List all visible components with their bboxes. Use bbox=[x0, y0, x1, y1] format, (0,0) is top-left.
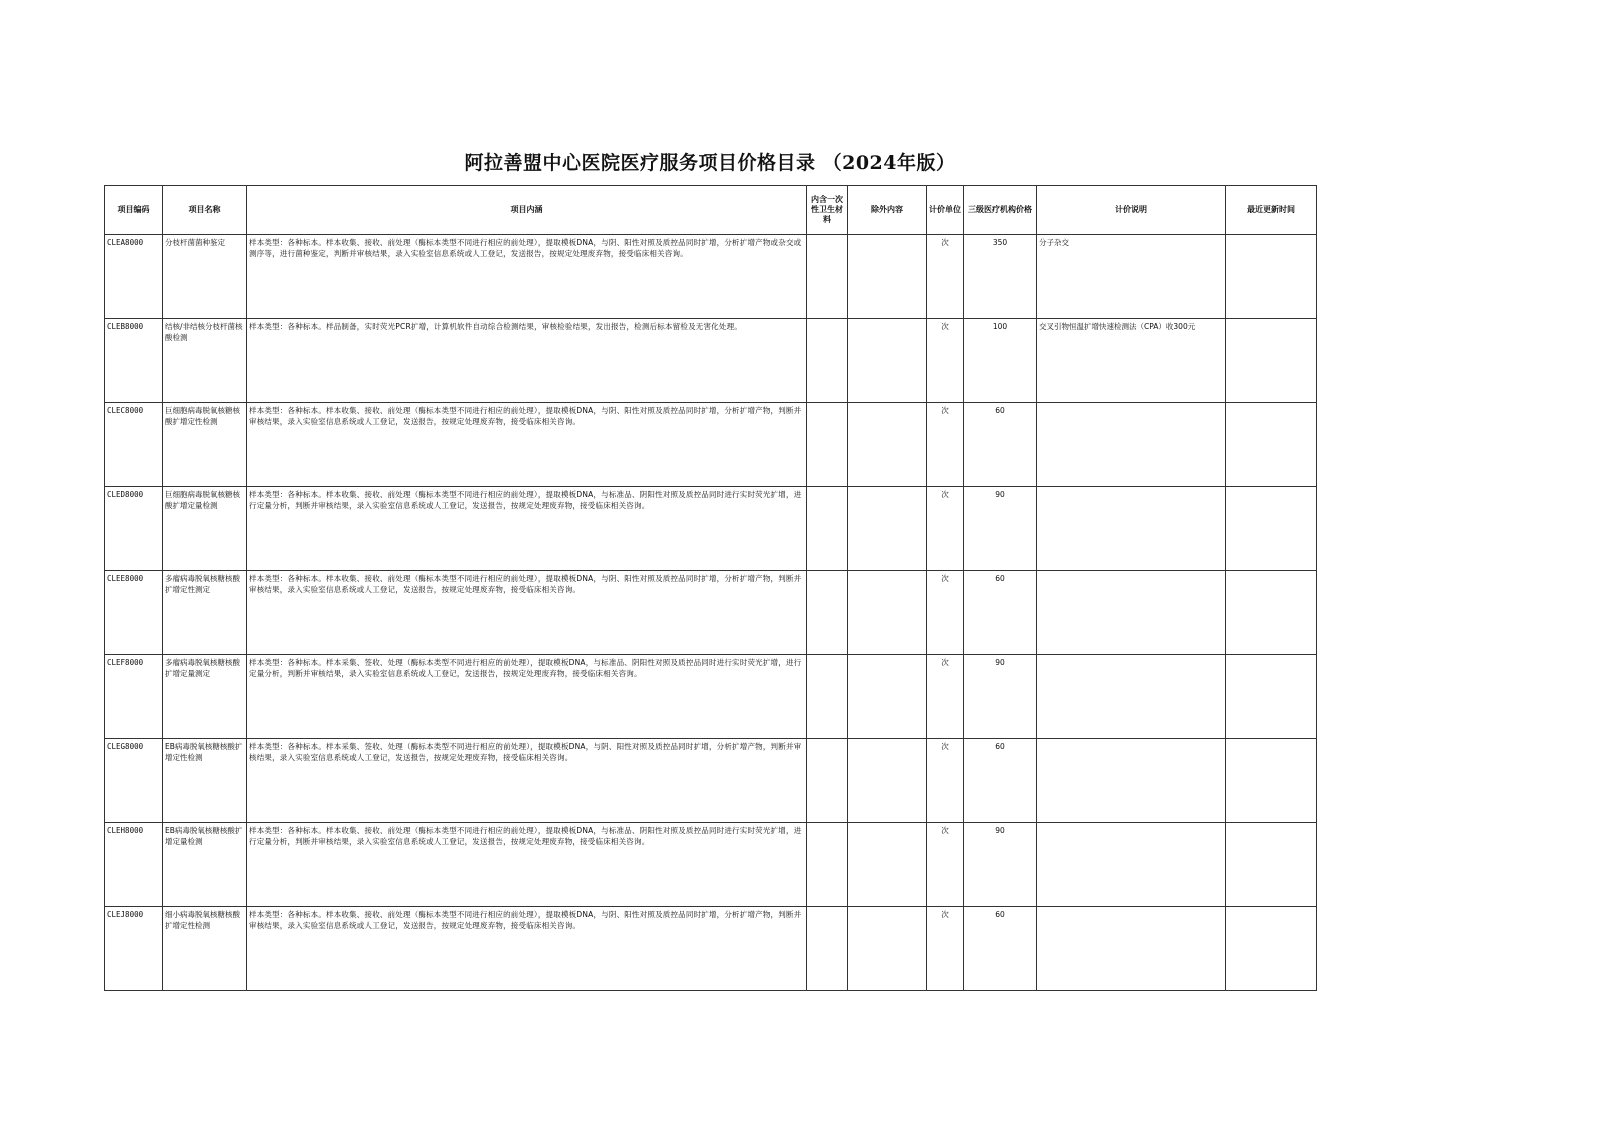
cell-price: 60 bbox=[964, 571, 1037, 655]
cell-code: CLEJ8000 bbox=[105, 907, 163, 991]
header-content: 项目内涵 bbox=[247, 186, 807, 235]
table-header-row bbox=[105, 186, 1317, 235]
cell-name: 多瘤病毒脱氧核糖核酸扩增定性测定 bbox=[163, 571, 247, 655]
cell-excluded bbox=[848, 403, 927, 487]
cell-updated bbox=[1226, 823, 1317, 907]
cell-price: 90 bbox=[964, 487, 1037, 571]
cell-content: 样本类型：各种标本。样品制备，实时荧光PCR扩增，计算机软件自动综合检测结果，审核检验结果，发出报告，检测后标本留检及无害化处理。 bbox=[247, 319, 807, 403]
cell-unit: 次 bbox=[927, 823, 964, 907]
cell-updated bbox=[1226, 487, 1317, 571]
table-row bbox=[105, 487, 1317, 571]
price-table bbox=[104, 185, 1317, 991]
cell-note bbox=[1037, 571, 1226, 655]
cell-code: CLEH8000 bbox=[105, 823, 163, 907]
table-row bbox=[105, 739, 1317, 823]
cell-note: 交叉引物恒温扩增快速检测法（CPA）收300元 bbox=[1037, 319, 1226, 403]
cell-excluded bbox=[848, 571, 927, 655]
cell-name: 细小病毒脱氧核糖核酸扩增定性检测 bbox=[163, 907, 247, 991]
cell-unit: 次 bbox=[927, 739, 964, 823]
cell-excluded bbox=[848, 235, 927, 319]
cell-updated bbox=[1226, 655, 1317, 739]
cell-excluded bbox=[848, 655, 927, 739]
cell-consumable bbox=[807, 235, 848, 319]
header-updated: 最近更新时间 bbox=[1226, 186, 1317, 235]
cell-name: EB病毒脱氧核糖核酸扩增定性检测 bbox=[163, 739, 247, 823]
header-name: 项目名称 bbox=[163, 186, 247, 235]
cell-price: 350 bbox=[964, 235, 1037, 319]
cell-note bbox=[1037, 487, 1226, 571]
page-title: 阿拉善盟中心医院医疗服务项目价格目录 （2024年版） bbox=[464, 152, 956, 174]
cell-consumable bbox=[807, 739, 848, 823]
cell-content: 样本类型：各种标本。样本采集、签收、处理（酶标本类型不同进行相应的前处理），提取模板DNA，与阴、阳性对照及质控品同时扩增，分析扩增产物，判断并审核结果，录入实验室信息系统或人工登记，发送报告，按规定处理废弃物，接受临床相关咨询。 bbox=[247, 739, 807, 823]
cell-consumable bbox=[807, 403, 848, 487]
cell-price: 60 bbox=[964, 907, 1037, 991]
cell-content: 样本类型：各种标本。样本采集、签收、处理（酶标本类型不同进行相应的前处理），提取模板DNA，与标准品、阴阳性对照及质控品同时进行实时荧光扩增，进行定量分析，判断并审核结果，录入实验室信息系统或人工登记，发送报告，按规定处理废弃物，接受临床相关咨询。 bbox=[247, 655, 807, 739]
cell-code: CLEF8000 bbox=[105, 655, 163, 739]
header-unit: 计价单位 bbox=[927, 186, 964, 235]
cell-consumable bbox=[807, 907, 848, 991]
cell-code: CLEG8000 bbox=[105, 739, 163, 823]
cell-content: 样本类型：各种标本。样本收集、接收、前处理（酶标本类型不同进行相应的前处理），提取模板DNA，与阴、阳性对照及质控品同时扩增，分析扩增产物或杂交或测序等，进行菌种鉴定，判断并审核结果，录入实验室信息系统或人工登记，发送报告，按规定处理废弃物，接受临床相关咨询。 bbox=[247, 235, 807, 319]
cell-note bbox=[1037, 403, 1226, 487]
cell-code: CLEE8000 bbox=[105, 571, 163, 655]
cell-price: 90 bbox=[964, 655, 1037, 739]
cell-excluded bbox=[848, 907, 927, 991]
table-row bbox=[105, 823, 1317, 907]
cell-consumable bbox=[807, 319, 848, 403]
cell-content: 样本类型：各种标本。样本收集、接收、前处理（酶标本类型不同进行相应的前处理），提取模板DNA，与标准品、阴阳性对照及质控品同时进行实时荧光扩增，进行定量分析，判断并审核结果，录入实验室信息系统或人工登记，发送报告，按规定处理废弃物，接受临床相关咨询。 bbox=[247, 823, 807, 907]
cell-unit: 次 bbox=[927, 655, 964, 739]
table-row bbox=[105, 235, 1317, 319]
cell-name: 巨细胞病毒脱氧核糖核酸扩增定性检测 bbox=[163, 403, 247, 487]
cell-excluded bbox=[848, 487, 927, 571]
cell-price: 60 bbox=[964, 403, 1037, 487]
cell-updated bbox=[1226, 403, 1317, 487]
cell-code: CLEA8000 bbox=[105, 235, 163, 319]
cell-name: EB病毒脱氧核糖核酸扩增定量检测 bbox=[163, 823, 247, 907]
table-row bbox=[105, 907, 1317, 991]
table-body bbox=[105, 235, 1317, 991]
cell-consumable bbox=[807, 487, 848, 571]
cell-updated bbox=[1226, 235, 1317, 319]
cell-content: 样本类型：各种标本。样本收集、接收、前处理（酶标本类型不同进行相应的前处理），提取模板DNA，与阴、阳性对照及质控品同时扩增，分析扩增产物，判断并审核结果，录入实验室信息系统或人工登记，发送报告，按规定处理废弃物，接受临床相关咨询。 bbox=[247, 571, 807, 655]
cell-consumable bbox=[807, 823, 848, 907]
cell-code: CLED8000 bbox=[105, 487, 163, 571]
cell-unit: 次 bbox=[927, 487, 964, 571]
cell-name: 结核/非结核分枝杆菌核酸检测 bbox=[163, 319, 247, 403]
cell-unit: 次 bbox=[927, 319, 964, 403]
cell-price: 60 bbox=[964, 739, 1037, 823]
cell-excluded bbox=[848, 823, 927, 907]
cell-name: 巨细胞病毒脱氧核糖核酸扩增定量检测 bbox=[163, 487, 247, 571]
header-code: 项目编码 bbox=[105, 186, 163, 235]
cell-unit: 次 bbox=[927, 403, 964, 487]
cell-content: 样本类型：各种标本。样本收集、接收、前处理（酶标本类型不同进行相应的前处理），提取模板DNA，与标准品、阴阳性对照及质控品同时进行实时荧光扩增，进行定量分析，判断并审核结果，录入实验室信息系统或人工登记，发送报告，按规定处理废弃物，接受临床相关咨询。 bbox=[247, 487, 807, 571]
cell-excluded bbox=[848, 319, 927, 403]
cell-unit: 次 bbox=[927, 907, 964, 991]
cell-content: 样本类型：各种标本。样本收集、接收、前处理（酶标本类型不同进行相应的前处理），提取模板DNA，与阴、阳性对照及质控品同时扩增，分析扩增产物，判断并审核结果，录入实验室信息系统或人工登记，发送报告，按规定处理废弃物，接受临床相关咨询。 bbox=[247, 403, 807, 487]
cell-excluded bbox=[848, 739, 927, 823]
cell-note bbox=[1037, 655, 1226, 739]
cell-code: CLEC8000 bbox=[105, 403, 163, 487]
table-row bbox=[105, 571, 1317, 655]
cell-name: 分枝杆菌菌种鉴定 bbox=[163, 235, 247, 319]
cell-price: 100 bbox=[964, 319, 1037, 403]
table-row bbox=[105, 319, 1317, 403]
cell-note bbox=[1037, 823, 1226, 907]
cell-updated bbox=[1226, 571, 1317, 655]
header-price: 三级医疗机构价格 bbox=[964, 186, 1037, 235]
cell-updated bbox=[1226, 907, 1317, 991]
cell-unit: 次 bbox=[927, 235, 964, 319]
cell-consumable bbox=[807, 571, 848, 655]
cell-note bbox=[1037, 907, 1226, 991]
header-note: 计价说明 bbox=[1037, 186, 1226, 235]
header-consumable: 内含一次性卫生材料 bbox=[807, 186, 848, 235]
table-row bbox=[105, 403, 1317, 487]
cell-updated bbox=[1226, 739, 1317, 823]
cell-name: 多瘤病毒脱氧核糖核酸扩增定量测定 bbox=[163, 655, 247, 739]
cell-content: 样本类型：各种标本。样本收集、接收、前处理（酶标本类型不同进行相应的前处理），提取模板DNA，与阴、阳性对照及质控品同时扩增，分析扩增产物，判断并审核结果，录入实验室信息系统或人工登记，发送报告，按规定处理废弃物，接受临床相关咨询。 bbox=[247, 907, 807, 991]
cell-note: 分子杂交 bbox=[1037, 235, 1226, 319]
header-excluded: 除外内容 bbox=[848, 186, 927, 235]
cell-note bbox=[1037, 739, 1226, 823]
cell-code: CLEB8000 bbox=[105, 319, 163, 403]
cell-consumable bbox=[807, 655, 848, 739]
table-row bbox=[105, 655, 1317, 739]
cell-updated bbox=[1226, 319, 1317, 403]
cell-price: 90 bbox=[964, 823, 1037, 907]
cell-unit: 次 bbox=[927, 571, 964, 655]
